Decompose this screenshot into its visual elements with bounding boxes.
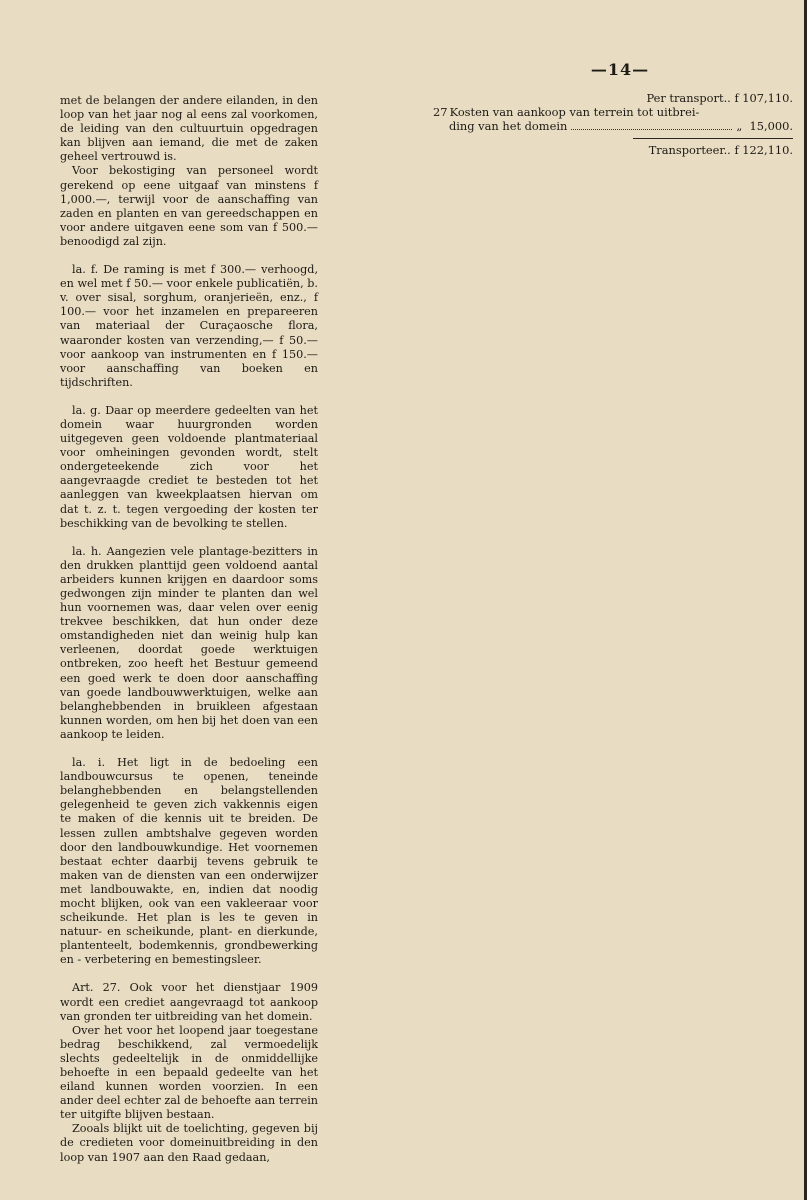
paragraph-la-f: la. f. De raming is met f 300.— verhoogd, en wel met f 50.— voor enkele publicatiën, b. v. over sisal, sorghum, oranjerieën, enz., f 100.— voor het inzamelen en prepareeren van materiaal der Curaçaosche flora, waaronder kosten van verzending,— f 50.— voor aankoop van instrumenten en f 150.— voor aanschaffing van boeken en tijdschriften. [60,263,318,389]
paragraph-toelichting: Zooals blijkt uit de toelichting, gegeven bij de credieten voor domeinuitbreiding in den loop van 1907 aan den Raad gedaan, [60,1122,318,1164]
per-transport-label: Per transport.. [646,91,731,105]
entry-amount: 15,000. [749,119,793,133]
paragraph-la-i: la. i. Het ligt in de bedoeling een landbouwcursus te openen, teneinde belanghebbenden en belangstellenden gelegenheid te geven zich vakkennis eigen te maken of die kennis uit te breiden. De lessen zullen ambtshalve gegeven worden door den landbouwkundige. Het voornemen bestaat echter daarbij tevens gebruik te maken van de diensten van een onderwijzer met landbouwakte, en, indien dat noodig mocht blijken, ook van een vakleeraar voor scheikunde. Het plan is les te geven in natuur- en scheikunde, plant- en dierkunde, plantenteelt, bodemkennis, grondbewerking en - verbetering en bemestingsleer. [60,756,318,967]
transporteer-amount: f 122,110. [734,143,793,157]
left-column [60,94,318,1165]
entry-text-line1: Kosten van aankoop van terrein tot uitbrei- [449,105,700,119]
paragraph-loopend-jaar: Over het voor het loopend jaar toegestane bedrag beschikkend, zal vermoedelijk slechts gedeeltelijk in de onmiddellijke behoefte in een bepaald gedeelte van het eiland kunnen worden voorzien. In een ander deel echter zal de behoefte aan terrein ter uitgifte blijven bestaan. [60,1023,318,1122]
paragraph-la-g: la. g. Daar op meerdere gedeelten van het domein waar huurgronden worden uitgegeven geen voldoende plantmateriaal voor omheiningen gevonden wordt, stelt ondergeteekende zich voor het aangevraagde crediet te besteden tot het aanleggen van kweekplaatsen hiervan om dat t. z. t. tegen vergoeding der kosten ter beschikking van de bevolking te stellen. [60,403,318,530]
entry-number: 27 [433,105,448,119]
per-transport-amount: f 107,110. [734,91,793,105]
transporteer-row [433,143,793,157]
sum-rule [633,138,793,139]
entry-27-line2 [433,119,793,133]
right-column-ledger [433,91,793,157]
transporteer-label: Transporteer.. [648,143,731,157]
paragraph-art-27: Art. 27. Ook voor het dienstjaar 1909 wordt een crediet aangevraagd tot aankoop van gronden ter uitbreiding van het domein. [60,981,318,1023]
paragraph-la-h: la. h. Aangezien vele plantage-bezitters in den drukken planttijd geen voldoend aantal arbeiders kunnen krijgen en daardoor soms gedwongen zijn minder te planten dan wel hun voornemen was, daar velen over eenig trekvee beschikken, dat hun onder deze omstandigheden niet dan weinig hulp kan verleenen, doordat goede werktuigen ontbreken, zoo heeft het Bestuur gemeend een goed werk te doen door aanschaffing van goede landbouwwerktuigen, welke aan belanghebbenden in bruikleen afgestaan kunnen worden, om hen bij het doen van een aankoop te leiden. [60,544,318,741]
entry-currency: „ [736,119,743,133]
paragraph-personeel: Voor bekostiging van personeel wordt gerekend op eene uitgaaf van minstens f 1,000.—, terwijl voor de aanschaffing van zaden en planten en van gereedschappen en voor andere uitgaven eene som van f 500.— benoodigd zal zijn. [60,164,318,248]
leader-dots [571,120,732,130]
entry-text-line2: ding van het domein [449,119,568,133]
paragraph-cultuurtuin: met de belangen der andere eilanden, in den loop van het jaar nog al eens zal voorkomen, de leiding van den cultuurtuin opgedragen kan blijven aan iemand, die met de zaken geheel vertrouwd is. [60,94,318,164]
entry-27-line1 [433,105,793,119]
page-number: —14— [590,60,650,79]
per-transport-row [433,91,793,105]
